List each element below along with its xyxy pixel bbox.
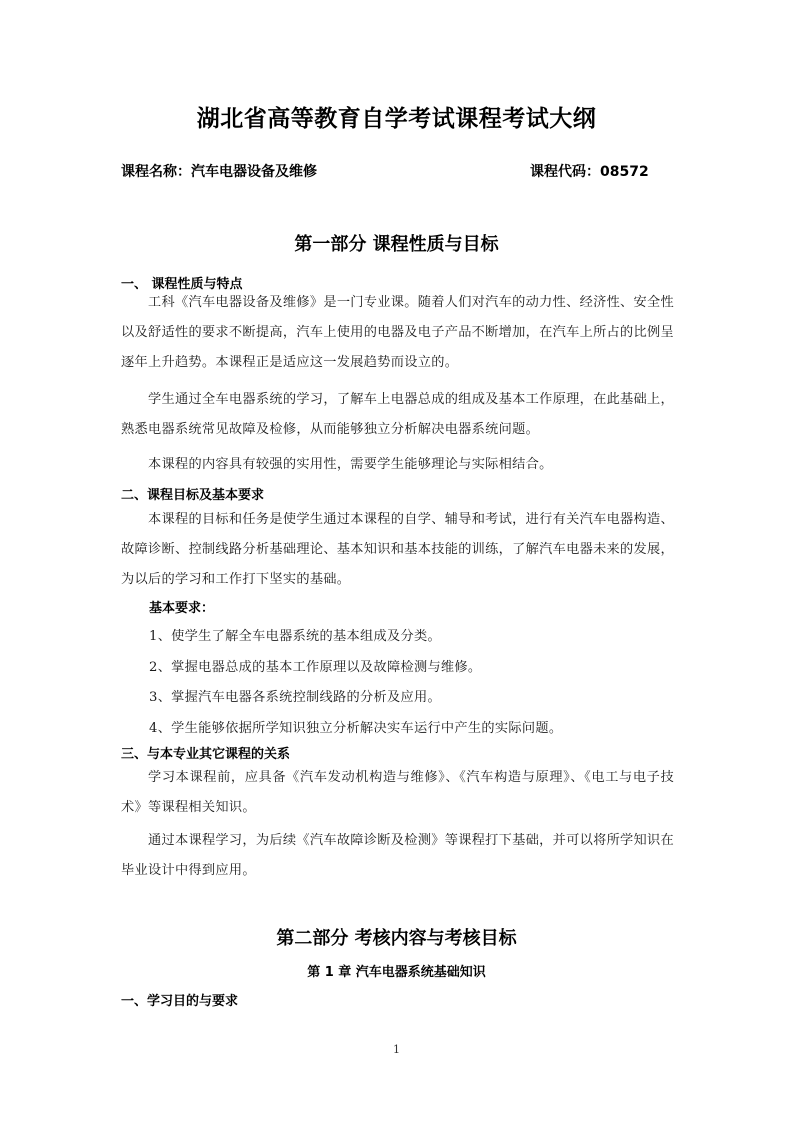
part2-title: 第二部分 考核内容与考核目标 bbox=[276, 928, 517, 949]
course-name: 课程名称：汽车电器设备及维修 bbox=[121, 164, 317, 180]
section-heading-learning-goals: 一、学习目的与要求 bbox=[121, 994, 239, 1009]
page-number: 1 bbox=[393, 1043, 400, 1056]
requirement-item: 1、使学生了解全车电器系统的基本组成及分类。 bbox=[149, 629, 441, 644]
section-heading-objectives: 二、课程目标及基本要求 bbox=[121, 488, 265, 503]
paragraph-course-nature: 工科《汽车电器设备及维修》是一门专业课。随着人们对汽车的动力性、经济性、安全性以及舒适性的要求不断提高，汽车上使用的电器及电子产品不断增加，在汽车上所占的比例呈逐年上升趋势。本课程正是适应这一发展趋势而设立的。 bbox=[121, 295, 675, 370]
section-heading-nature: 一、 课程性质与特点 bbox=[121, 277, 243, 292]
course-code: 课程代码：08572 bbox=[530, 164, 649, 180]
paragraph-prerequisites: 学习本课程前，应具备《汽车发动机构造与维修》、《汽车构造与原理》、《电工与电子技术》等课程相关知识。 bbox=[121, 770, 674, 815]
paragraph-follow-up: 通过本课程学习，为后续《汽车故障诊断及检测》等课程打下基础，并可以将所学知识在毕业设计中得到应用。 bbox=[121, 833, 675, 878]
requirement-item: 4、学生能够依据所学知识独立分析解决实车运行中产生的实际问题。 bbox=[149, 721, 563, 736]
paragraph-learning-overview: 学生通过全车电器系统的学习，了解车上电器总成的组成及基本工作原理，在此基础上，熟悉电器系统常见故障及检修，从而能够独立分析解决电器系统问题。 bbox=[121, 392, 675, 437]
requirement-item: 3、掌握汽车电器各系统控制线路的分析及应用。 bbox=[149, 690, 441, 705]
paragraph-practicality: 本课程的内容具有较强的实用性，需要学生能够理论与实际相结合。 bbox=[148, 457, 553, 472]
chapter1-title: 第 1 章 汽车电器系统基础知识 bbox=[307, 965, 486, 980]
document-title: 湖北省高等教育自学考试课程考试大纲 bbox=[196, 106, 597, 132]
requirements-label: 基本要求： bbox=[149, 601, 215, 616]
requirement-item: 2、掌握电器总成的基本工作原理以及故障检测与维修。 bbox=[149, 660, 482, 675]
paragraph-objectives: 本课程的目标和任务是使学生通过本课程的自学、辅导和考试，进行有关汽车电器构造、故障诊断、控制线路分析基础理论、基本知识和基本技能的训练，了解汽车电器未来的发展，为以后的学习和工作打下坚实的基础。 bbox=[121, 512, 675, 587]
section-heading-relations: 三、与本专业其它课程的关系 bbox=[121, 747, 291, 762]
part1-title: 第一部分 课程性质与目标 bbox=[294, 234, 499, 255]
